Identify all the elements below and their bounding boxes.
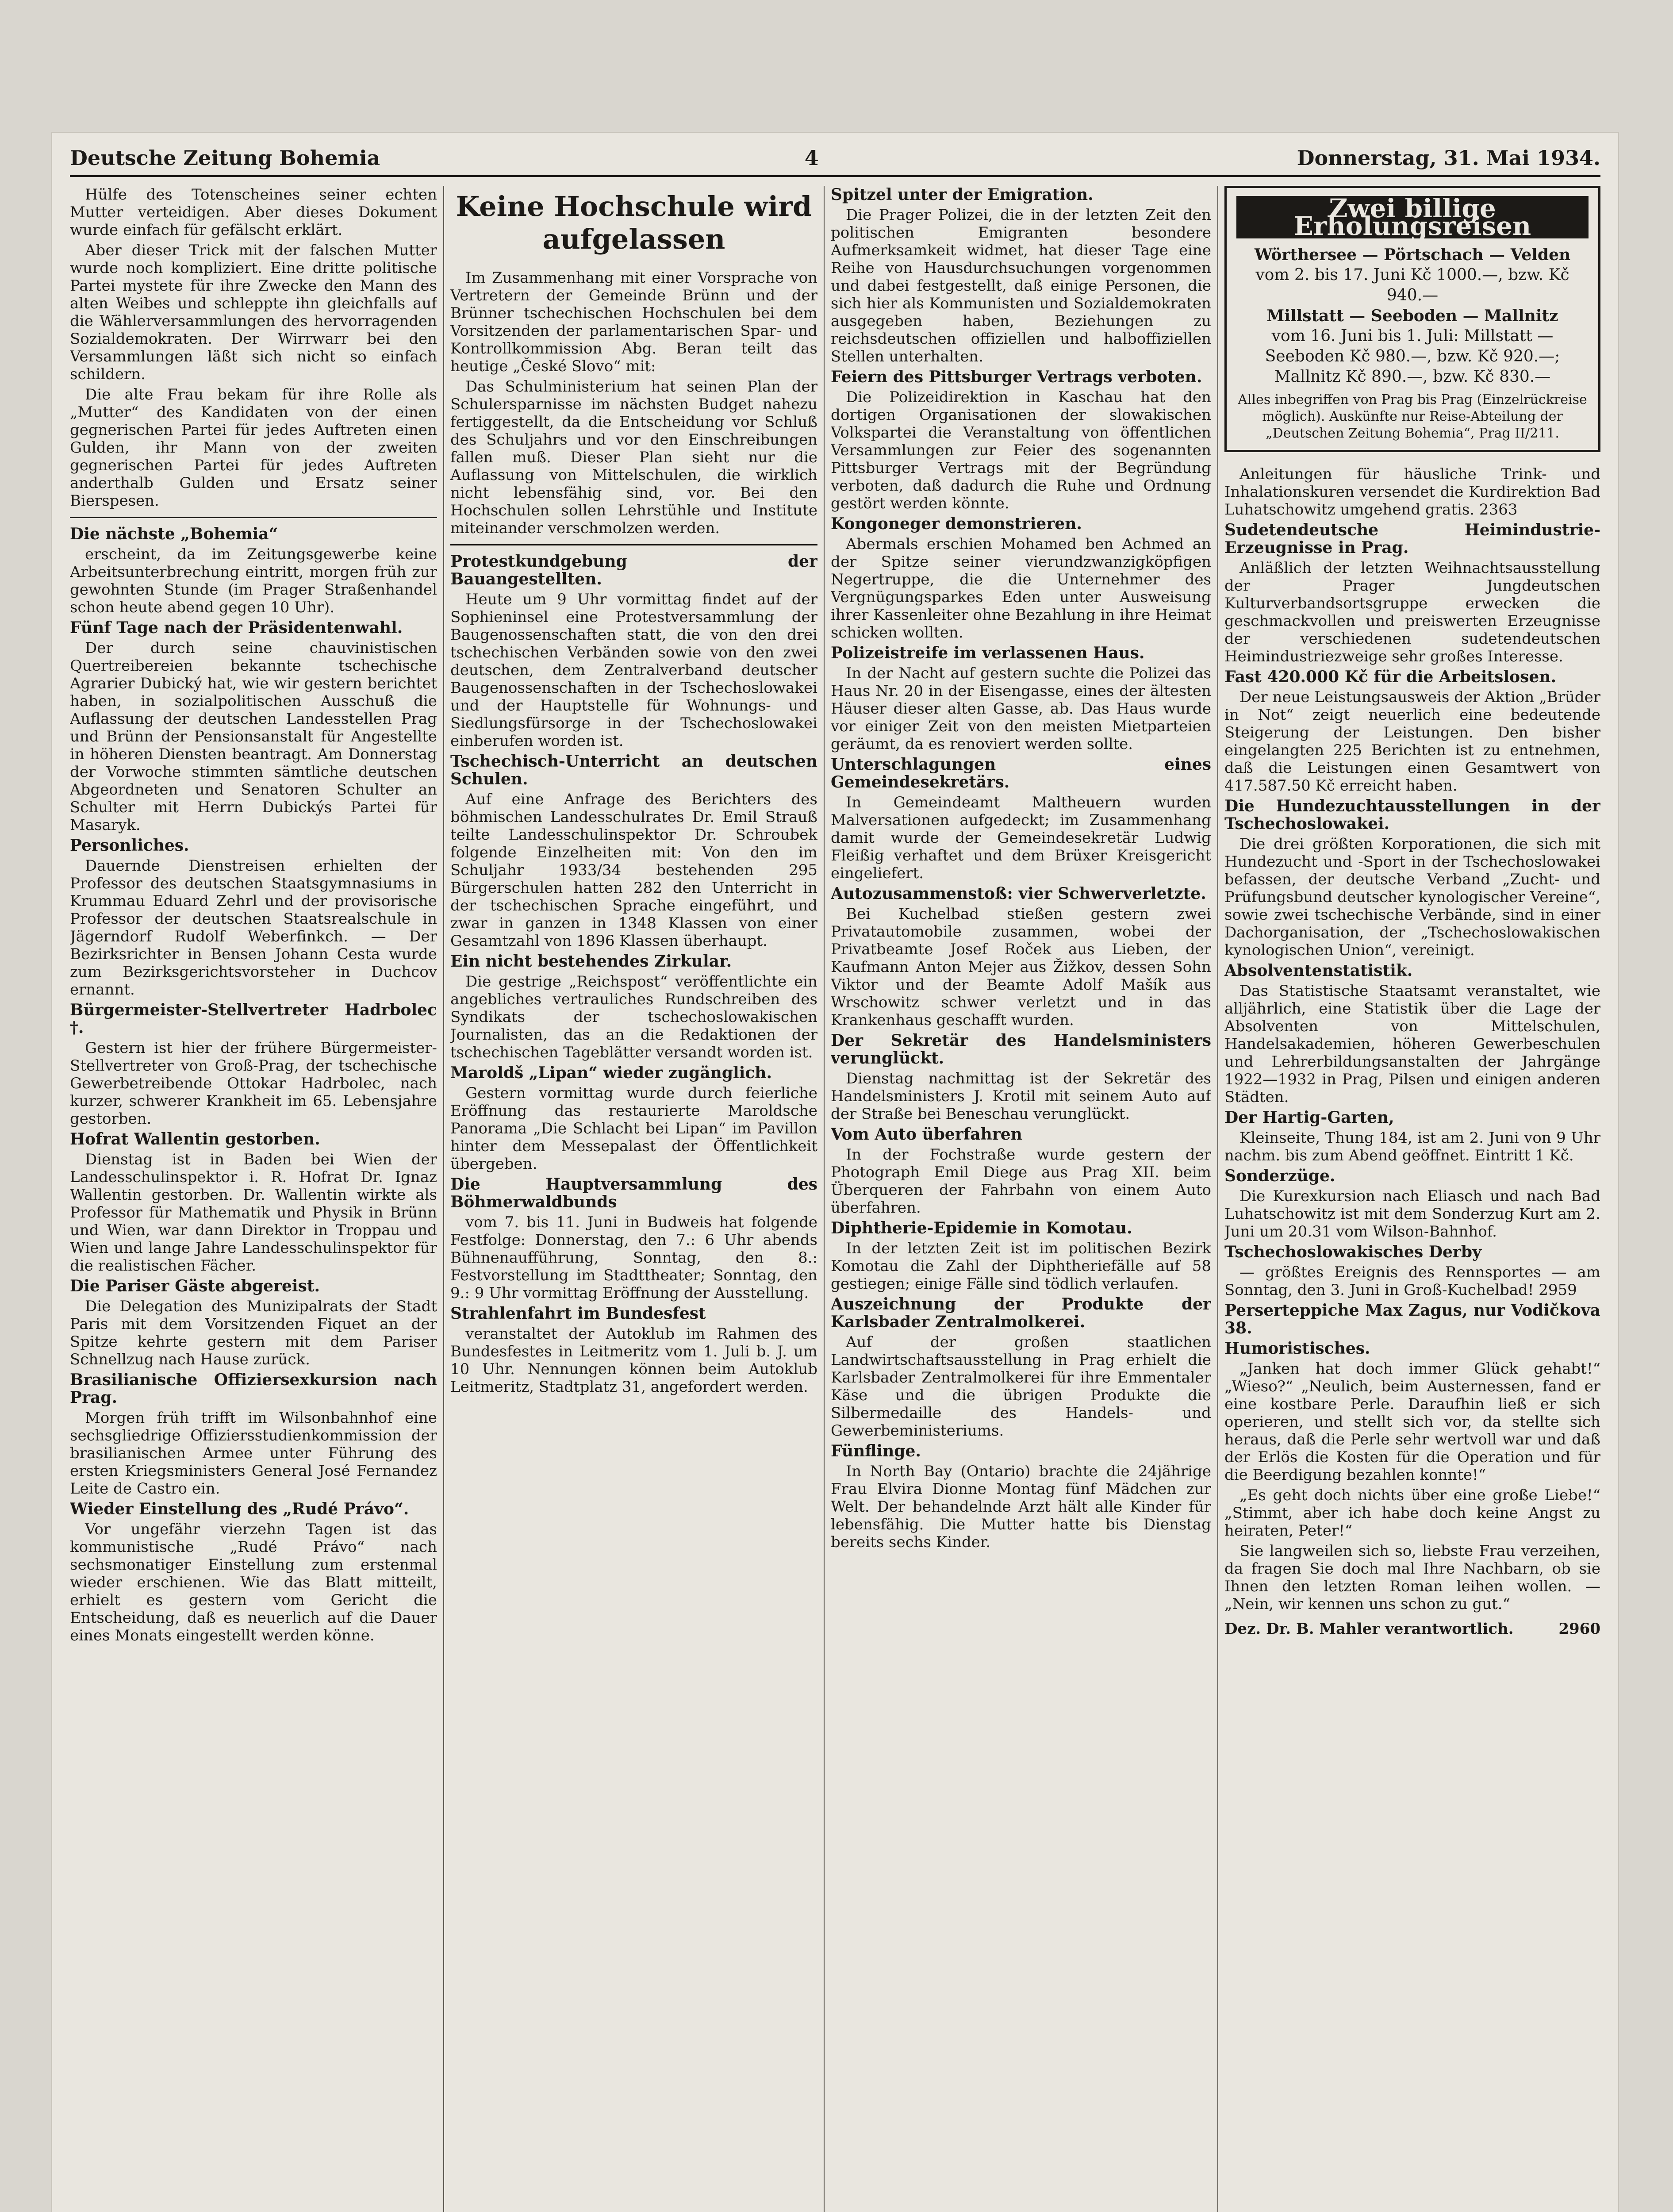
article-text: Abermals erschien Mohamed ben Achmed an der Spitze seiner vierundzwanzigköpfigen Negertruppe, die die Unternehmer des Vergnügungsparkes Eden unter Ausweisung ihrer Kassenleiter ohne Bezahlung in ihre Heimat schicken wollten. <box>831 535 1211 641</box>
column-divider <box>824 186 825 2212</box>
article-text: Heute um 9 Uhr vormittag findet auf der Sophieninsel eine Protestversammlung der Baugenossenschaften statt, die von den drei tschechischen Verbänden sowie von den zwei deutschen, dem Zentralverband deutscher Baugenossenschaften in der Tschechoslowakei und der Hauptstelle für Wohnungs- und Siedlungsfürsorge in der Tschechoslowakei einberufen worden ist. <box>450 591 817 750</box>
article-text: Auf eine Anfrage des Berichters des böhmischen Landesschulrates Dr. Emil Strauß teilte Landesschulinspektor Dr. Schroubek folgende Einzelheiten mit: Von den im Schuljahr 1933/34 bestehenden 295 Bürgerschulen hatten 282 den Unterricht in der tschechischen Sprache eingeführt, und zwar in ganzen in 1348 Klassen von einer Gesamtzahl von 1896 Klassen überhaupt. <box>450 791 817 950</box>
article-heading: Kongoneger demonstrieren. <box>831 515 1082 533</box>
article-heading: Spitzel unter der Emigration. <box>831 186 1094 204</box>
column-3 <box>831 186 1211 2212</box>
divider <box>450 544 817 545</box>
column-2 <box>450 186 817 2212</box>
article-text: Hülfe des Totenscheines seiner echten Mutter verteidigen. Aber dieses Dokument wurde einfach für gefälscht erklärt. <box>70 186 437 239</box>
article-text: Gestern ist hier der frühere Bürgermeister-Stellvertreter von Groß-Prag, der tschechische Gewerbetreibende Ottokar Hadrboleс, nach kurzer, schwerer Krankheit im 65. Lebensjahre gestorben. <box>70 1039 437 1128</box>
article-heading: Die Pariser Gäste abgereist. <box>70 1277 320 1295</box>
newspaper-page <box>52 133 1618 2212</box>
article-heading: Sudetendeutsche Heimindustrie-Erzeugnisse in Prag. <box>1224 521 1600 557</box>
article-text: Die gestrige „Reichspost“ veröffentlichte ein angebliches vertrauliches Rundschreiben des Syndikats der tschechoslowakischen Journalisten, das an die Redaktionen der tschechischen Tageblätter versandt worden ist. <box>450 973 817 1061</box>
article-heading: Diphtherie-Epidemie in Komotau. <box>831 1219 1132 1237</box>
article-heading: Brasilianische Offiziersexkursion nach Prag. <box>70 1371 437 1407</box>
article-heading: Autozusammenstoß: vier Schwerverletzte. <box>831 884 1206 903</box>
article-heading: Absolventenstatistik. <box>1224 961 1413 980</box>
article-heading: Die Hundezuchtausstellungen in der Tschechoslowakei. <box>1224 797 1600 833</box>
article-text: Aber dieser Trick mit der falschen Mutter wurde noch kompliziert. Eine dritte politische Partei mystete für ihre Zwecke den Mann des alten Weibes und schleppte ihn gleichfalls auf die Wählerversammlungen des hervorragenden Sozialdemokraten. Der Wirrwarr bei den Versammlungen läßt sich nicht so einfach schildern. <box>70 242 437 383</box>
ad-route: Wörthersee — Pörtschach — Velden <box>1254 246 1571 264</box>
article-heading: Feiern des Pittsburger Vertrags verboten. <box>831 368 1202 386</box>
article-text: „Es geht doch nichts über eine große Liebe!“ „Stimmt, aber ich habe doch keine Angst zu heiraten, Peter!“ <box>1224 1486 1600 1540</box>
ad-number: 2960 <box>1558 1620 1600 1638</box>
masthead <box>70 146 1600 177</box>
lead-headline: Keine Hochschule wird aufgelassen <box>456 190 812 255</box>
article-text: In der letzten Zeit ist im politischen Bezirk Komotau die Zahl der Diphtheriefälle auf 58 gestiegen; einige Fälle sind tödlich verlaufen. <box>831 1240 1211 1293</box>
article-heading: Fast 420.000 Kč für die Arbeitslosen. <box>1224 668 1557 686</box>
article-heading: Perserteppiche Max Zagus, nur Vodičkova 38. <box>1224 1301 1600 1337</box>
article-text: Im Zusammenhang mit einer Vorsprache von Vertretern der Gemeinde Brünn und der Brünner tschechischen Hochschulen bei dem Vorsitzenden der parlamentarischen Spar- und Kontrollkommission Abg. Beran teilt das heutige „České Slovo“ mit: <box>450 269 817 375</box>
article-heading: Strahlenfahrt im Bundesfest <box>450 1304 706 1323</box>
article-heading: Polizeistreife im verlassenen Haus. <box>831 644 1145 662</box>
article-text: Morgen früh trifft im Wilsonbahnhof eine sechsgliedrige Offiziersstudienkommission der brasilianischen Armee unter Führung des ersten Kriegsministers General José Fernandez Leite de Castro ein. <box>70 1409 437 1498</box>
travel-advertisement <box>1224 186 1600 452</box>
article-text: Die Polizeidirektion in Kaschau hat den dortigen Organisationen der slowakischen Volkspartei die Veranstaltung von öffentlichen Versammlungen zur Feier des sogenannten Pittsburger Vertrags mit der Begründung verboten, daß dadurch die Ruhe und Ordnung gestört werden könnte. <box>831 388 1211 512</box>
article-text: Die Kurexkursion nach Eliasch und nach Bad Luhatschowitz ist mit dem Sonderzug Kurt am 2. Juni um 20.31 vom Wilson-Bahnhof. <box>1224 1187 1600 1240</box>
divider <box>70 517 437 518</box>
article-text: Der neue Leistungsausweis der Aktion „Brüder in Not“ zeigt neuerlich eine bedeutende Steigerung der Leistungen. Den bisher eingelangten 225 Berichten ist zu entnehmen, daß die Leistungen einen Gesamtwert von 417.587.50 Kč erreicht haben. <box>1224 688 1600 795</box>
article-heading: Ein nicht bestehendes Zirkular. <box>450 952 732 971</box>
page-number: 4 <box>804 146 819 170</box>
article-text: Anleitungen für häusliche Trink- und Inhalationskuren versendet die Kurdirektion Bad Luhatschowitz umgehend gratis. 2363 <box>1224 465 1600 518</box>
article-heading: Die nächste „Bohemia“ <box>70 525 278 543</box>
article-text: Der durch seine chauvinistischen Quertreibereien bekannte tschechische Agrarier Dubický hat, wie wir gestern berichtet haben, in sozialpolitischen Ausschuß die Auflassung der deutschen Landesstellen Prag und Brünn der Pensionsanstalt für Angestellte in höheren Diensten beantragt. Am Donnerstag der Vorwoche stimmten sämtliche deutschen Abgeordneten und Senatoren Schulter an Schulter mit Herrn Dubickýs Partei für Masaryk. <box>70 639 437 834</box>
ad-price: vom 2. bis 17. Juni Kč 1000.—, bzw. Kč 940.— <box>1255 266 1569 304</box>
article-text: Gestern vormittag wurde durch feierliche Eröffnung das restaurierte Maroldsche Panorama „Die Schlacht bei Lipan“ im Pavillon hinter dem Messepalast der Öffentlichkeit übergeben. <box>450 1084 817 1173</box>
article-heading: Humoristisches. <box>1224 1339 1370 1358</box>
article-heading: Fünf Tage nach der Präsidentenwahl. <box>70 618 403 637</box>
article-heading: Wieder Einstellung des „Rudé Právo“. <box>70 1500 409 1518</box>
article-text: Dauernde Dienstreisen erhielten der Professor des deutschen Staatsgymnasiums in Krummau Eduard Zehrl und der provisorische Professor der deutschen Staatsrealschule in Jägerndorf Rudolf Weberfinkch. — Der Bezirksrichter in Bensen Johann Cesta wurde zum Bezirksgerichtsvorsteher in Duchcov ernannt. <box>70 857 437 998</box>
article-text: Die alte Frau bekam für ihre Rolle als „Mutter“ des Kandidaten von der einen gegnerischen Partei für jedes Auftreten einen Gulden, ihr Mann von der zweiten gegnerischen Partei für jedes Auftreten anderthalb Gulden und Ersatz seiner Bierspesen. <box>70 386 437 510</box>
article-text: Anläßlich der letzten Weihnachtsausstellung der Prager Jungdeutschen Kulturverbandsortsgruppe erwecken die geschmackvollen und preiswerten Erzeugnisse der verschiedenen sudetendeutschen Heimindustriezweige sehr großes Interesse. <box>1224 559 1600 665</box>
article-text: erscheint, da im Zeitungsgewerbe keine Arbeitsunterbrechung eintritt, morgen früh zur gewohnten Stunde (im Prager Straßenhandel schon heute abend gegen 10 Uhr). <box>70 545 437 616</box>
imprint <box>1224 1620 1600 1638</box>
article-heading: Fünflinge. <box>831 1442 921 1460</box>
article-heading: Hofrat Wallentin gestorben. <box>70 1130 320 1148</box>
article-text: „Janken hat doch immer Glück gehabt!“ „Wieso?“ „Neulich, beim Austernessen, fand er eine kostbare Perle. Daraufhin ließ er sich operieren, und stellt sich vor, da stellte sich heraus, daß die Perle sehr wertvoll war und daß der Erlös die Kosten für die Operation und für die Beerdigung bezahlen konnte!“ <box>1224 1360 1600 1484</box>
article-text: vom 7. bis 11. Juni in Budweis hat folgende Festfolge: Donnerstag, den 7.: 6 Uhr abends Bühnenaufführung, Sonntag, den 8.: Festvorstellung im Stadttheater; Sonntag, den 9.: 9 Uhr vormittag Eröffnung der Ausstellung. <box>450 1214 817 1302</box>
paper-name: Deutsche Zeitung Bohemia <box>70 146 380 170</box>
article-heading: Sonderzüge. <box>1224 1167 1335 1185</box>
article-heading: Unterschlagungen eines Gemeindesekretärs. <box>831 755 1211 791</box>
article-heading: Bürgermeister-Stellvertreter Hadrboleс †. <box>70 1001 437 1037</box>
article-heading: Tschechoslowakisches Derby <box>1224 1243 1481 1261</box>
article-text: Auf der großen staatlichen Landwirtschaftsausstellung in Prag erhielt die Karlsbader Zentralmolkerei für ihre Emmentaler Käse und die übrigen Produkte die Silbermedaille des Handels- und Gewerbeministeriums. <box>831 1333 1211 1440</box>
editor-signature: Dez. Dr. B. Mahler verantwortlich. <box>1224 1620 1514 1638</box>
article-text: Sie langweilen sich so, liebste Frau verzeihen, da fragen Sie doch mal Ihre Nachbarn, ob sie Ihnen den letzten Roman leihen wollen. — „Nein, wir kennen uns schon zu gut.“ <box>1224 1542 1600 1613</box>
article-heading: Tschechisch-Unterricht an deutschen Schulen. <box>450 752 817 788</box>
article-heading: Maroldš „Lipan“ wieder zugänglich. <box>450 1064 772 1082</box>
article-text: veranstaltet der Autoklub im Rahmen des Bundesfestes in Leitmeritz vom 1. Juli b. J. um 10 Uhr. Nennungen können beim Autoklub Leitmeritz, Stadtplatz 31, angefordert werden. <box>450 1325 817 1396</box>
ad-price: vom 16. Juni bis 1. Juli: Millstatt — Seeboden Kč 980.—, bzw. Kč 920.—; Mallnitz Kč 890.—, bzw. Kč 830.— <box>1265 327 1560 386</box>
article-text: In der Nacht auf gestern suchte die Polizei das Haus Nr. 20 in der Eisengasse, eines der ältesten Häuser dieser alten Gasse, ab. Das Haus wurde vor einiger Zeit von den meisten Mietparteien geräumt, da es renoviert werden sollte. <box>831 664 1211 753</box>
article-text: Bei Kuchelbad stießen gestern zwei Privatautomobile zusammen, wobei der Privatbeamte Josef Roček aus Lieben, der Kaufmann Anton Mejer aus Žižkov, dessen Sohn Viktor und der Beamte Adolf Mašík aus Wrschowitz schwer verletzt und in das Krankenhaus geschafft wurden. <box>831 905 1211 1029</box>
article-text: Vor ungefähr vierzehn Tagen ist das kommunistische „Rudé Právo“ nach sechsmonatiger Einstellung zum erstenmal wieder erschienen. Wie das Blatt mitteilt, erhielt es gestern vom Gericht die Entscheidung, daß es neuerlich auf die Dauer eines Monats eingestellt werden könne. <box>70 1521 437 1644</box>
ad-route: Millstatt — Seeboden — Mallnitz <box>1266 307 1558 325</box>
masthead-rule <box>70 175 1600 177</box>
article-text: Die Prager Polizei, die in der letzten Zeit den politischen Emigranten besondere Aufmerksamkeit widmet, hat dieser Tage eine Reihe von Hausdurchsuchungen vorgenommen und dabei festgestellt, daß einige Personen, die sich hier als Kommunisten und Sozialdemokraten ausgegeben haben, Beziehungen zu reichsdeutschen offiziellen und halboffiziellen Stellen unterhalten. <box>831 206 1211 365</box>
article-text: In der Fochstraße wurde gestern der Photograph Emil Diege aus Prag XII. beim Überqueren der Fahrbahn von einem Auto überfahren. <box>831 1146 1211 1217</box>
article-text: Dienstag ist in Baden bei Wien der Landesschulinspektor i. R. Hofrat Dr. Ignaz Wallentin gestorben. Dr. Wallentin wirkte als Professor für Mathematik und Physik in Brünn und Wien, war dann Direktor in Troppau und Wien und lange Jahre Landesschulinspektor für die realistischen Fächer. <box>70 1151 437 1275</box>
article-text: — größtes Ereignis des Rennsportes — am Sonntag, den 3. Juni in Groß-Kuchelbad! 2959 <box>1224 1263 1600 1299</box>
ad-note: Alles inbegriffen von Prag bis Prag (Einzelrückreise möglich). Auskünfte nur Reise-Abteilung der „Deutschen Zeitung Bohemia“, Prag II/211. <box>1238 392 1587 441</box>
ad-title: Zwei billige Erholungsreisen <box>1236 196 1589 238</box>
column-4 <box>1224 186 1600 2212</box>
article-text: Die Delegation des Munizipalrats der Stadt Paris mit dem Vorsitzenden Fiquet an der Spitze kehrte gestern mit dem Pariser Schnellzug nach Hause zurück. <box>70 1298 437 1368</box>
article-heading: Protestkundgebung der Bauangestellten. <box>450 552 817 588</box>
article-heading: Die Hauptversammlung des Böhmerwaldbunds <box>450 1175 817 1211</box>
article-text: In North Bay (Ontario) brachte die 24jährige Frau Elvira Dionne Montag fünf Mädchen zur Welt. Der behandelnde Arzt hält alle Kinder für lebensfähig. Die Mutter hatte bis Dienstag bereits sechs Kinder. <box>831 1463 1211 1551</box>
article-text: In Gemeindeamt Maltheuern wurden Malversationen aufgedeckt; im Zusammenhang damit wurde der Gemeindesekretär Ludwig Fleißig verhaftet und dem Brüxer Kreisgericht eingeliefert. <box>831 794 1211 882</box>
article-text: Kleinseite, Thung 184, ist am 2. Juni von 9 Uhr nachm. bis zum Abend geöffnet. Eintritt 1 Kč. <box>1224 1129 1600 1164</box>
article-text: Dienstag nachmittag ist der Sekretär des Handelsministers J. Krotil mit seinem Auto auf der Straße bei Beneschau verunglückt. <box>831 1070 1211 1123</box>
article-text: Die drei größten Korporationen, die sich mit Hundezucht und -Sport in der Tschechoslowakei befassen, der deutsche Verband „Zucht- und Prüfungsbund deutscher kynologischer Vereine“, sowie zwei tschechische Verbände, sind in einer Dachorganisation, der „Tschechoslowakischen kynologischen Union“, vereinigt. <box>1224 835 1600 959</box>
article-heading: Der Sekretär des Handelsministers verunglückt. <box>831 1031 1211 1068</box>
article-heading: Vom Auto überfahren <box>831 1125 1022 1144</box>
article-text: Das Statistische Staatsamt veranstaltet, wie alljährlich, eine Statistik über die Lage der Absolventen von Mittelschulen, Handelsakademien, höheren Gewerbeschulen und Lehrerbildungsanstalten der Jahrgänge 1922—1932 in Prag, Pilsen und einigen anderen Städten. <box>1224 982 1600 1106</box>
article-text: Das Schulministerium hat seinen Plan der Schulersparnisse im nächsten Budget nahezu fertiggestellt, da die Entscheidung vor Schluß des Schuljahrs und vor den Einschreibungen fallen muß. Dieser Plan sieht nur die Auflassung von Mittelschulen, die wirklich nicht lebensfähig sind, vor. Bei den Hochschulen sollen Lehrstühle und Institute miteinander verschmolzen werden. <box>450 378 817 537</box>
column-1 <box>70 186 437 2212</box>
column-divider <box>443 186 444 2212</box>
issue-date: Donnerstag, 31. Mai 1934. <box>1297 146 1600 170</box>
article-heading: Personliches. <box>70 836 189 855</box>
column-divider <box>1217 186 1218 2212</box>
article-heading: Der Hartig-Garten, <box>1224 1108 1394 1127</box>
article-heading: Auszeichnung der Produkte der Karlsbader Zentralmolkerei. <box>831 1295 1211 1331</box>
